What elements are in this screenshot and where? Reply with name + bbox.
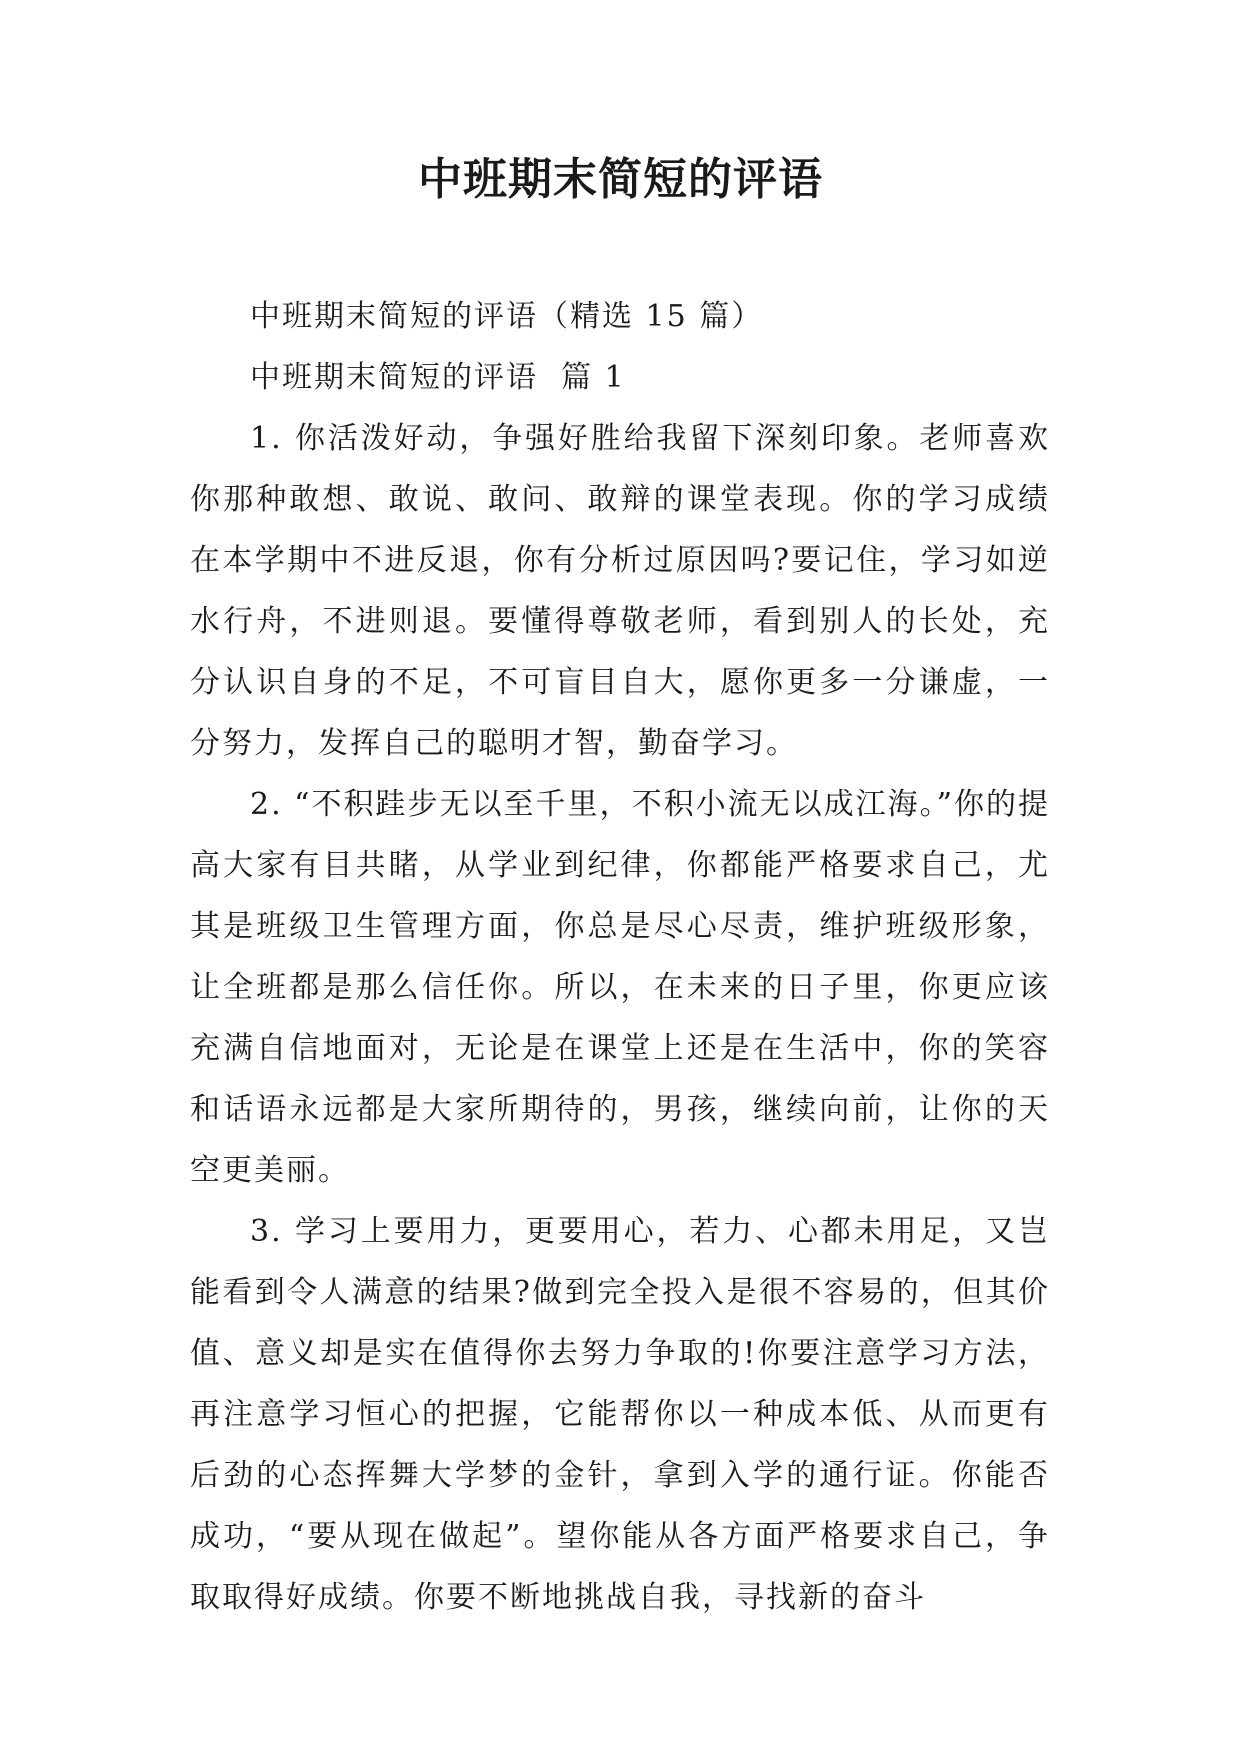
document-subtitle: 中班期末简短的评语（精选 15 篇）	[250, 299, 764, 334]
comment-paragraph-2: 2. “不积跬步无以至千里，不积小流无以成江海。”你的提高大家有目共睹，从学业到纪律，你都能严格要求自己，尤其是班级卫生管理方面，你总是尽心尽责，维护班级形象，让全班都是那么信任你。所以，在未来的日子里，你更应该充满自信地面对，无论是在课堂上还是在生活中，你的笑容和话语永远都是大家所期待的，男孩，继续向前，让你的天空更美丽。	[190, 787, 1050, 1188]
comment-paragraph-1: 1. 你活泼好动，争强好胜给我留下深刻印象。老师喜欢你那种敢想、敢说、敢问、敢辩的课堂表现。你的学习成绩在本学期中不进反退，你有分析过原因吗?要记住，学习如逆水行舟，不进则退。要懂得尊敬老师，看到别人的长处，充分认识自身的不足，不可盲目自大，愿你更多一分谦虚，一分努力，发挥自己的聪明才智，勤奋学习。	[190, 421, 1050, 761]
comment-paragraph-3: 3. 学习上要用力，更要用心，若力、心都未用足，又岂能看到令人满意的结果?做到完全投入是很不容易的，但其价值、意义却是实在值得你去努力争取的!你要注意学习方法，再注意学习恒心的把握，它能帮你以一种成本低、从而更有后劲的心态挥舞大学梦的金针，拿到入学的通行证。你能否成功，“要从现在做起”。望你能从各方面严格要求自己，争取取得好成绩。你要不断地挑战自我，寻找新的奋斗	[190, 1214, 1050, 1615]
document-body	[190, 286, 1050, 1628]
section-heading: 中班期末简短的评语 篇 1	[250, 360, 626, 395]
document-title: 中班期末简短的评语	[418, 154, 823, 205]
